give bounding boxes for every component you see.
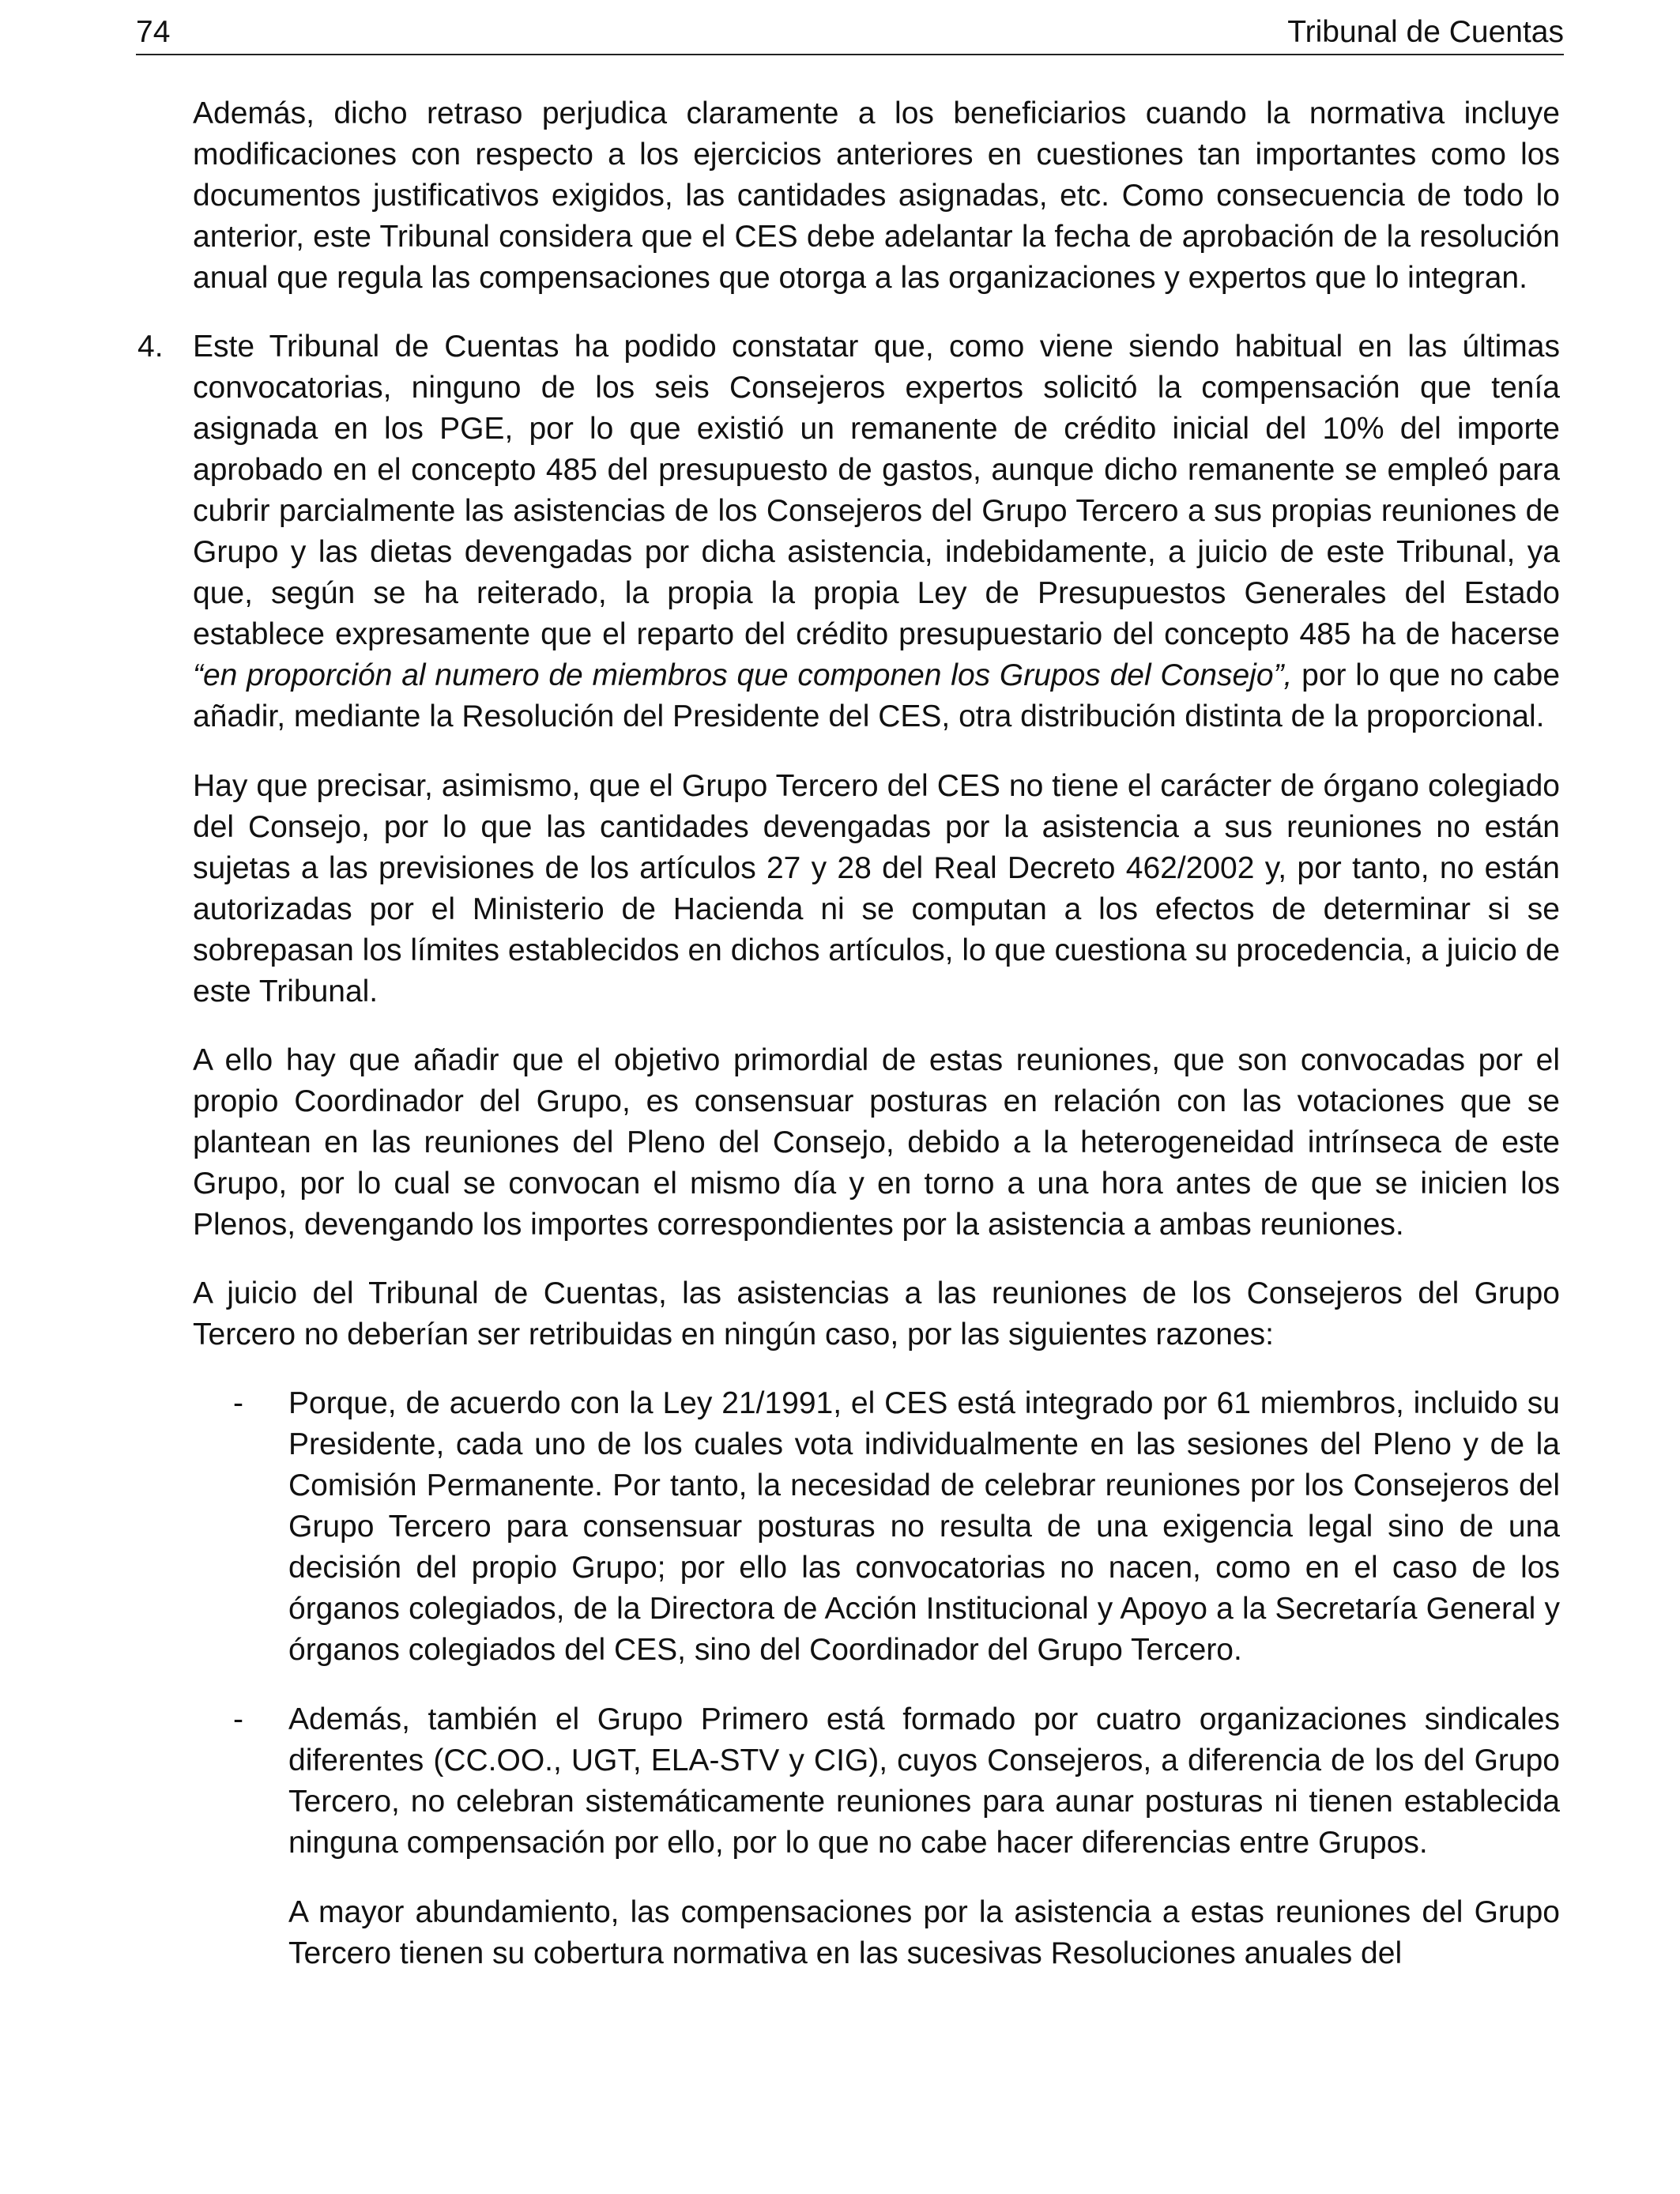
- paragraph-4: A ello hay que añadir que el objetivo primordial de estas reuniones, que son convocadas por el propio Coordinador del Grupo, es consensuar posturas en relación con las votaciones que se plantean en las reuniones del Pleno del Consejo, debido a la heterogeneidad intrínseca de este Grupo, por lo cual se convocan el mismo día y en torno a una hora antes de que se inicien los Plenos, devengando los importes correspondientes por la asistencia a ambas reuniones.: [193, 1043, 1560, 1242]
- page-header: [136, 8, 1564, 55]
- bullet-item-1: [233, 1383, 1560, 1671]
- final-sub-paragraph: A mayor abundamiento, las compensaciones por la asistencia a estas reuniones del Grupo Tercero tienen su cobertura normativa en las sucesivas Resoluciones anuales del: [288, 1895, 1560, 1970]
- quoted-text: “en proporción al numero de miembros que componen los Grupos del Consejo”,: [193, 658, 1293, 692]
- bullet-marker: -: [233, 1386, 243, 1420]
- bullet-text: Además, también el Grupo Primero está formado por cuatro organizaciones sindicales diferentes (CC.OO., UGT, ELA-STV y CIG), cuyos Consejeros, a diferencia de los del Grupo Tercero, no celebran sistemáticamente reuniones para aunar posturas ni tienen establecida ninguna compensación por ello, por lo que no cabe hacer diferencias entre Grupos.: [288, 1702, 1560, 1860]
- numbered-item-4: [137, 326, 1561, 737]
- paragraph-5: A juicio del Tribunal de Cuentas, las asistencias a las reuniones de los Consejeros del Grupo Tercero no deberían ser retribuidas en ningún caso, por las siguientes razones:: [193, 1276, 1560, 1351]
- bullet-marker: -: [233, 1702, 243, 1736]
- body-content: [137, 93, 1561, 2003]
- page-number: 74: [136, 15, 171, 49]
- paragraph-1: Además, dicho retraso perjudica claramente a los beneficiarios cuando la normativa incluye modificaciones con respecto a los ejercicios anteriores en cuestiones tan importantes como los documentos justificativos exigidos, las cantidades asignadas, etc. Como consecuencia de todo lo anterior, este Tribunal considera que el CES debe adelantar la fecha de aprobación de la resolución anual que regula las compensaciones que otorga a las organizaciones y expertos que lo integran.: [193, 96, 1560, 295]
- running-title: Tribunal de Cuentas: [1287, 15, 1564, 49]
- item-text-before: Este Tribunal de Cuentas ha podido constatar que, como viene siendo habitual en las últimas convocatorias, ninguno de los seis Consejeros expertos solicitó la compensación que tenía asignada en los PGE, por lo que existió un remanente de crédito inicial del 10% del importe aprobado en el concepto 485 del presupuesto de gastos, aunque dicho remanente se empleó para cubrir parcialmente las asistencias de los Consejeros del Grupo Tercero a sus propias reuniones de Grupo y las dietas devengadas por dicha asistencia, indebidamente, a juicio de este Tribunal, ya que, según se ha reiterado, la propia la propia Ley de Presupuestos Generales del Estado establece expresamente que el reparto del crédito presupuestario del concepto 485 ha de hacerse: [193, 330, 1560, 651]
- bullet-text: Porque, de acuerdo con la Ley 21/1991, el CES está integrado por 61 miembros, incluido su Presidente, cada uno de los cuales vota individualmente en las sesiones del Pleno y de la Comisión Permanente. Por tanto, la necesidad de celebrar reuniones por los Consejeros del Grupo Tercero para consensuar posturas no resulta de una exigencia legal sino de una decisión del propio Grupo; por ello las convocatorias no nacen, como en el caso de los órganos colegiados, de la Directora de Acción Institucional y Apoyo a la Secretaría General y órganos colegiados del CES, sino del Coordinador del Grupo Tercero.: [288, 1386, 1560, 1667]
- item-number: 4.: [137, 330, 164, 364]
- paragraph-3: Hay que precisar, asimismo, que el Grupo Tercero del CES no tiene el carácter de órgano colegiado del Consejo, por lo que las cantidades devengadas por la asistencia a sus reuniones no están sujetas a las previsiones de los artículos 27 y 28 del Real Decreto 462/2002 y, por tanto, no están autorizadas por el Ministerio de Hacienda ni se computan a los efectos de determinar si se sobrepasan los límites establecidos en dichos artículos, lo que cuestiona su procedencia, a juicio de este Tribunal.: [193, 769, 1561, 1008]
- bullet-item-2: [233, 1699, 1560, 1864]
- item-text-after: por lo que no cabe añadir, mediante la Resolución del Presidente del CES, otra distribución distinta de la proporcional.: [193, 658, 1561, 733]
